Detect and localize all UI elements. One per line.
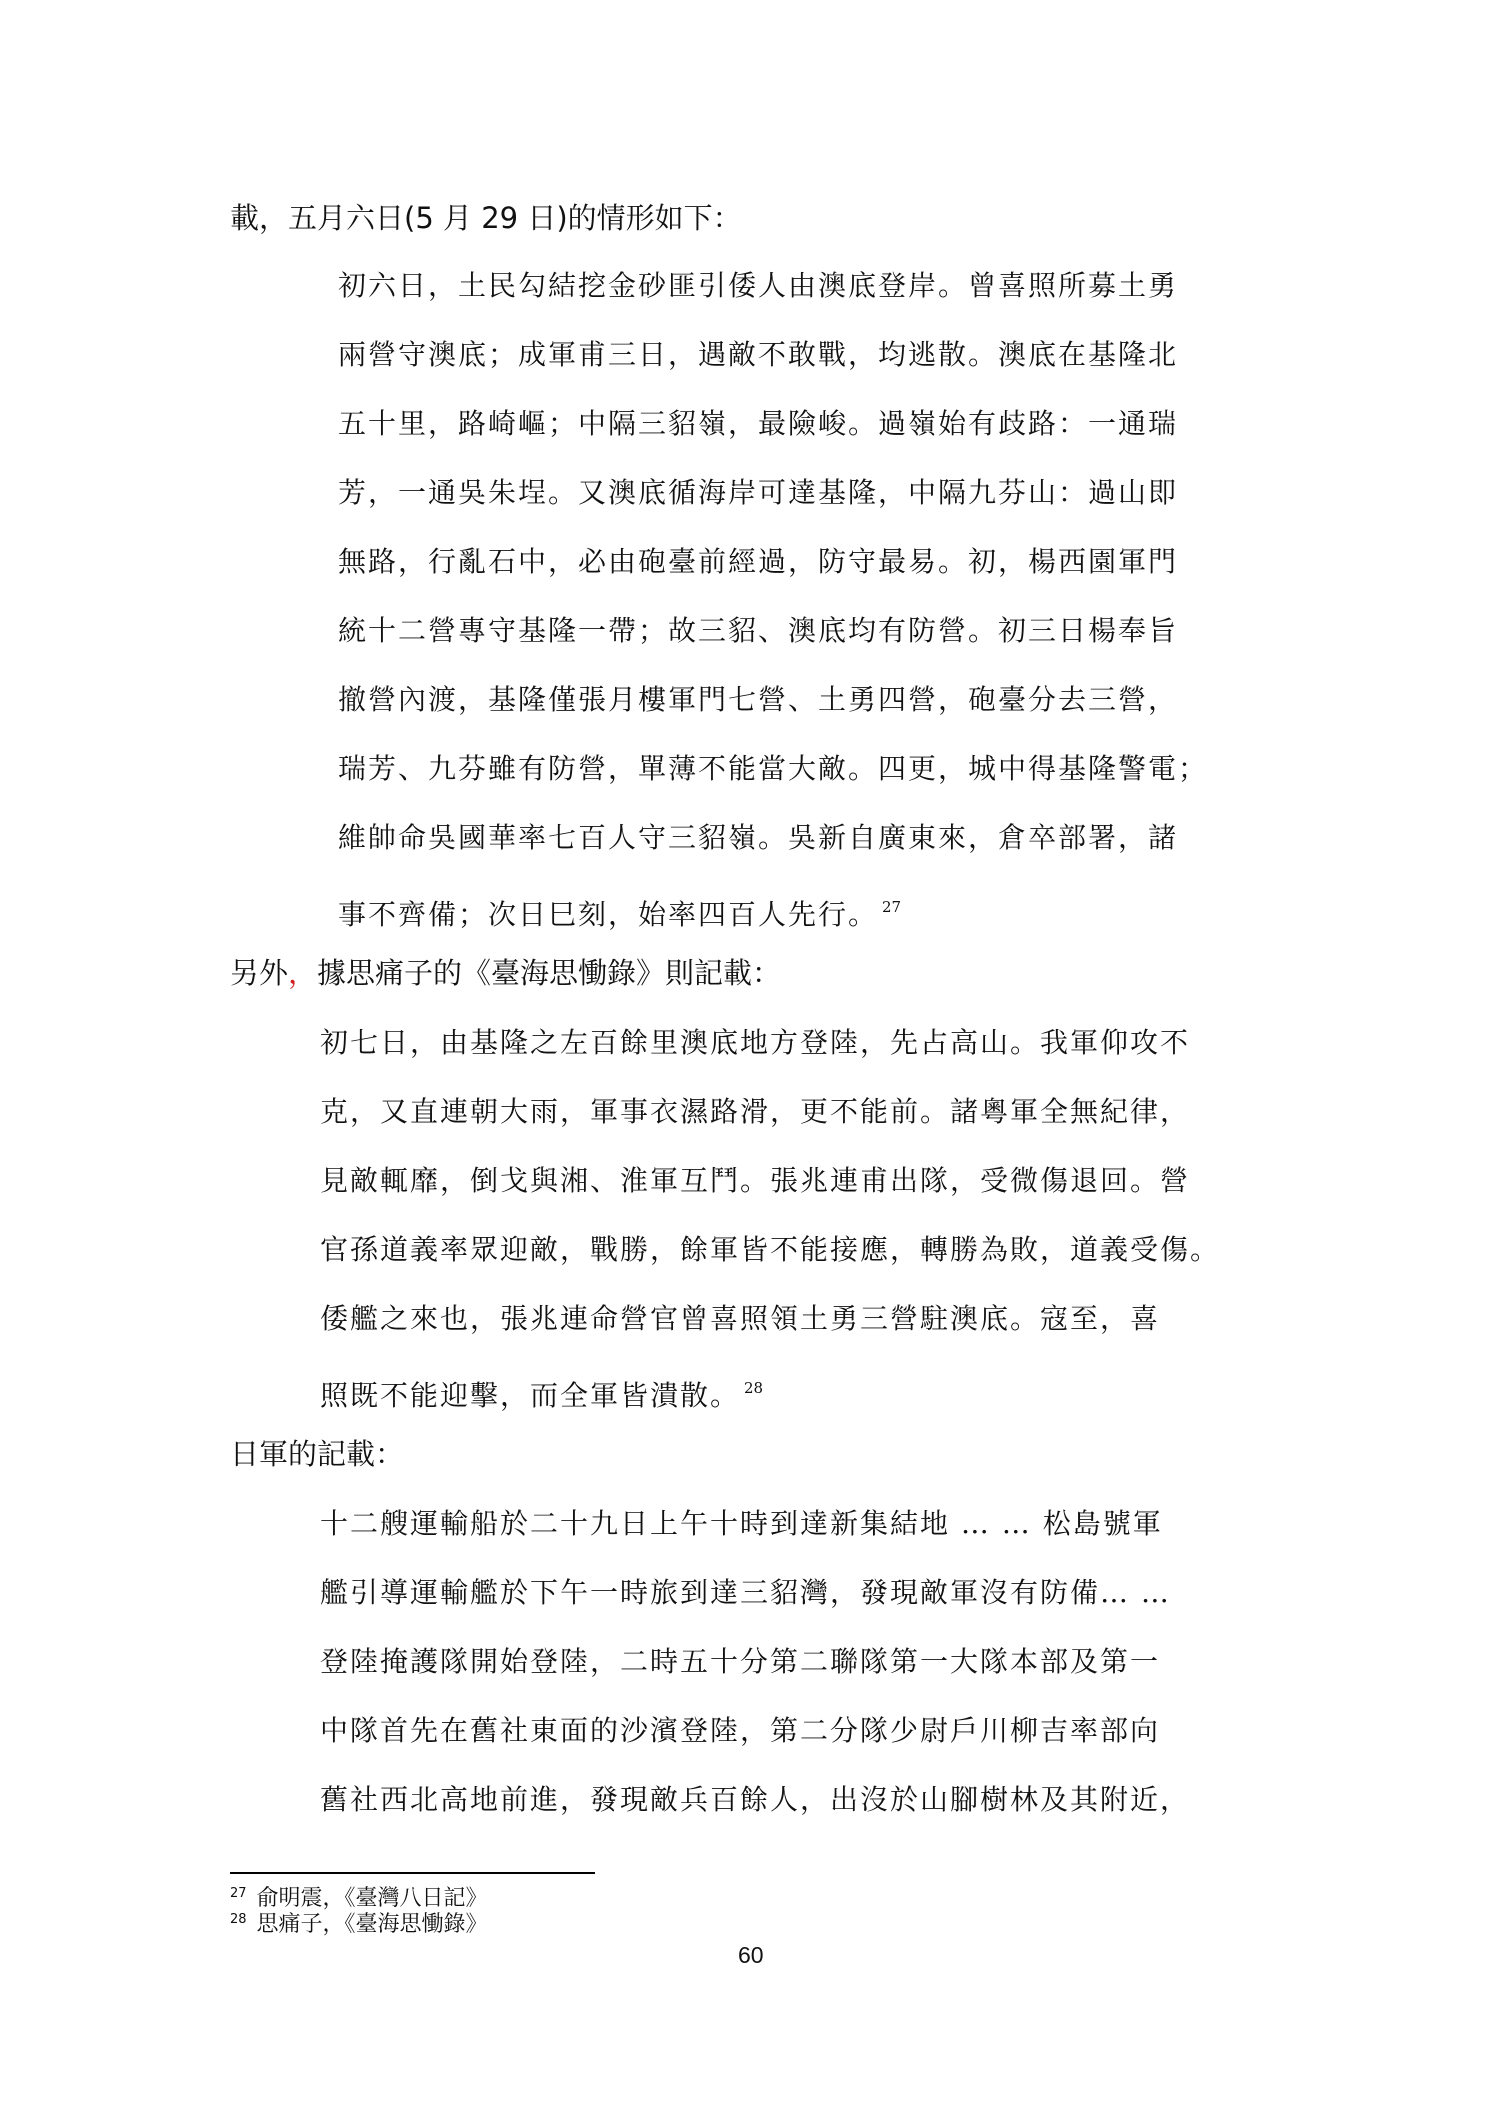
footnote-ref-28[interactable]: 28: [744, 1379, 764, 1397]
page-number: 60: [738, 1942, 764, 1968]
quote-line-text: 照既不能迎擊，而全軍皆潰散。: [320, 1379, 741, 1412]
quote-line: 艦引導運輸艦於下午一時旅到達三貂灣，發現敵軍沒有防備… …: [320, 1576, 1171, 1609]
quote-line: 維帥命吳國華率七百人守三貂嶺。吳新自廣東來，倉卒部署，諸: [338, 821, 1179, 854]
quote-line: 官孫道義率眾迎敵，戰勝，餘軍皆不能接應，轉勝為敗，道義受傷。: [320, 1233, 1221, 1266]
quote-line: 中隊首先在舊社東面的沙濱登陸，第二分隊少尉戶川柳吉率部向: [320, 1714, 1161, 1747]
quote-last-line: [320, 1370, 763, 1414]
quote-line: 瑞芳、九芬雖有防營，單薄不能當大敵。四更，城中得基隆警電；: [338, 752, 1209, 785]
footnote-number: 27: [230, 1886, 247, 1901]
paragraph-2-rest: 據思痛子的《臺海思慟錄》則記載：: [317, 956, 782, 990]
footnote-number: 28: [230, 1912, 247, 1927]
quote-line: 十二艘運輸船於二十九日上午十時到達新集結地 … … 松島號軍: [320, 1507, 1163, 1540]
quote-line: 初七日，由基隆之左百餘里澳底地方登陸，先占高山。我軍仰攻不: [320, 1026, 1191, 1059]
quote-line: 五十里，路崎嶇；中隔三貂嶺，最險峻。過嶺始有歧路：一通瑞: [338, 407, 1179, 440]
quote-line: 撤營內渡，基隆僅張月樓軍門七營、土勇四營，砲臺分去三營，: [338, 683, 1179, 716]
paragraph-2: [230, 955, 781, 991]
quote-line: 倭艦之來也，張兆連命營官曾喜照領土勇三營駐澳底。寇至，喜: [320, 1302, 1161, 1335]
red-comma: ，: [288, 956, 318, 990]
quote-line: 統十二營專守基隆一帶；故三貂、澳底均有防營。初三日楊奉旨: [338, 614, 1179, 647]
quote-line: 登陸掩護隊開始登陸，二時五十分第二聯隊第一大隊本部及第一: [320, 1645, 1161, 1678]
quote-line: 初六日，土民勾結挖金砂匪引倭人由澳底登岸。曾喜照所募土勇: [338, 269, 1179, 302]
intro-line: 載，五月六日(5 月 29 日)的情形如下：: [230, 201, 742, 235]
quote-line-text: 事不齊備；次日巳刻，始率四百人先行。: [338, 898, 879, 931]
quote-line: 無路，行亂石中，必由砲臺前經過，防守最易。初，楊西園軍門: [338, 545, 1179, 578]
paragraph-3: 日軍的記載：: [230, 1437, 405, 1471]
footnote-separator: [230, 1872, 595, 1874]
paragraph-2-start: 另外: [230, 956, 289, 990]
quote-line: 見敵輒靡，倒戈與湘、淮軍互鬥。張兆連甫出隊，受微傷退回。營: [320, 1164, 1191, 1197]
footnote-28: [230, 1907, 488, 1938]
quote-line: 克，又直連朝大雨，軍事衣濕路滑，更不能前。諸粵軍全無紀律，: [320, 1095, 1191, 1128]
quote-line: 兩營守澳底；成軍甫三日，遇敵不敢戰，均逃散。澳底在基隆北: [338, 338, 1179, 371]
footnote-text: 思痛子，《臺海思慟錄》: [256, 1912, 488, 1937]
footnote-text: 俞明震，《臺灣八日記》: [256, 1886, 488, 1911]
quote-last-line: [338, 889, 901, 933]
quote-line: 芳，一通吳朱埕。又澳底循海岸可達基隆，中隔九芬山：過山即: [338, 476, 1179, 509]
quote-line: 舊社西北高地前進，發現敵兵百餘人，出沒於山腳樹林及其附近，: [320, 1783, 1191, 1816]
footnote-ref-27[interactable]: 27: [882, 898, 902, 916]
